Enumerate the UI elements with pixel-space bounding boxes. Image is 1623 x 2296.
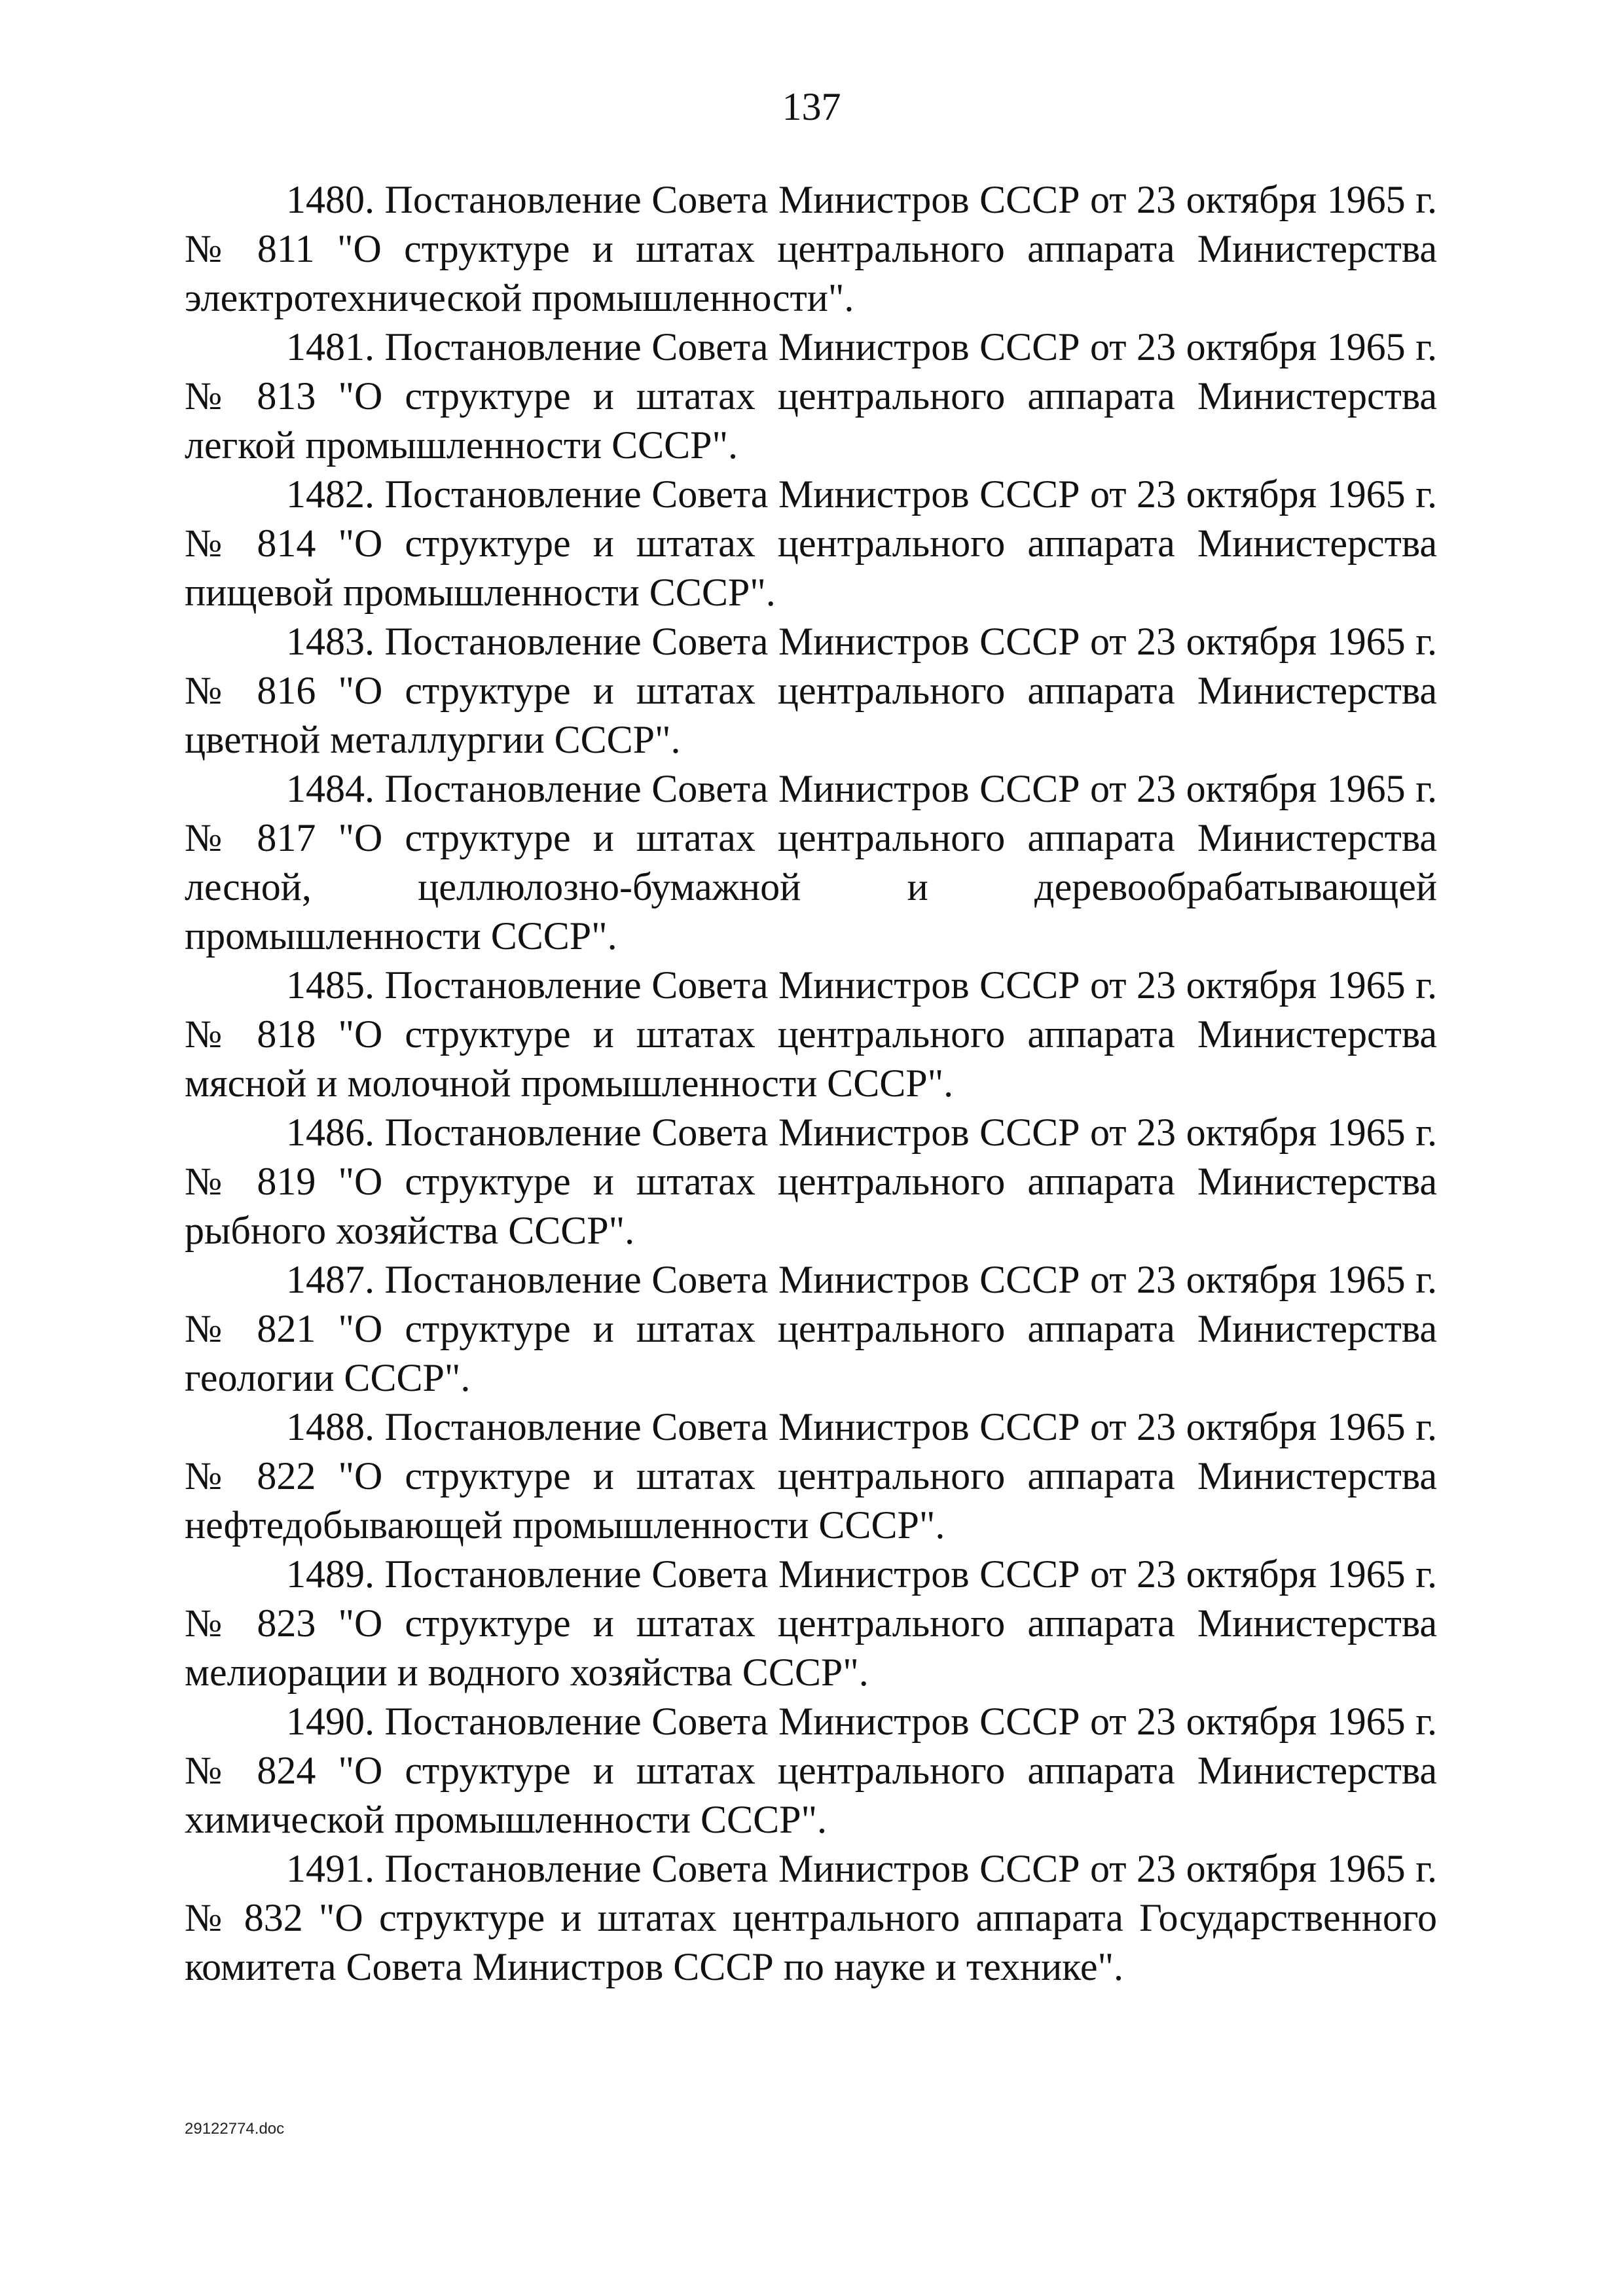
entry-number: 1480. xyxy=(286,178,374,221)
entry-text: Постановление Совета Министров СССР от 23 октября 1965 г. № 818 "О структуре и штатах центрального аппарата Министерства мясной и молочной промышленности СССР". xyxy=(185,963,1438,1105)
list-item xyxy=(185,1550,1437,1697)
entries-list xyxy=(185,175,1437,1992)
entry-text: Постановление Совета Министров СССР от 23 октября 1965 г. № 823 "О структуре и штатах центрального аппарата Министерства мелиорации и водного хозяйства СССР". xyxy=(185,1552,1438,1694)
list-item xyxy=(185,323,1437,470)
list-item xyxy=(185,617,1437,764)
entry-text: Постановление Совета Министров СССР от 23 октября 1965 г. № 819 "О структуре и штатах центрального аппарата Министерства рыбного хозяйства СССР". xyxy=(185,1111,1438,1252)
entry-number: 1483. xyxy=(286,620,374,663)
entry-text: Постановление Совета Министров СССР от 23 октября 1965 г. № 811 "О структуре и штатах центрального аппарата Министерства электротехнической промышленности". xyxy=(185,178,1438,319)
entry-number: 1484. xyxy=(286,767,374,810)
list-item xyxy=(185,1108,1437,1255)
list-item xyxy=(185,961,1437,1108)
entry-number: 1489. xyxy=(286,1552,374,1596)
list-item xyxy=(185,1255,1437,1403)
footer-file-code: 29122774.doc xyxy=(185,2120,285,2138)
entry-number: 1485. xyxy=(286,963,374,1007)
entry-text: Постановление Совета Министров СССР от 23 октября 1965 г. № 817 "О структуре и штатах центрального аппарата Министерства лесной, целлюлозно-бумажной и деревообрабатывающей промышленности СССР". xyxy=(185,767,1438,958)
list-item xyxy=(185,470,1437,617)
entry-number: 1482. xyxy=(286,473,374,516)
entry-text: Постановление Совета Министров СССР от 23 октября 1965 г. № 822 "О структуре и штатах центрального аппарата Министерства нефтедобывающей промышленности СССР". xyxy=(185,1405,1438,1547)
list-item xyxy=(185,175,1437,323)
entry-text: Постановление Совета Министров СССР от 23 октября 1965 г. № 821 "О структуре и штатах центрального аппарата Министерства геологии СССР". xyxy=(185,1258,1438,1399)
entry-text: Постановление Совета Министров СССР от 23 октября 1965 г. № 816 "О структуре и штатах центрального аппарата Министерства цветной металлургии СССР". xyxy=(185,620,1438,761)
entry-number: 1481. xyxy=(286,325,374,368)
entry-text: Постановление Совета Министров СССР от 23 октября 1965 г. № 832 "О структуре и штатах центрального аппарата Государственного комитета Совета Министров СССР по науке и технике". xyxy=(185,1847,1438,1988)
entry-number: 1487. xyxy=(286,1258,374,1301)
list-item xyxy=(185,764,1437,961)
entry-text: Постановление Совета Министров СССР от 23 октября 1965 г. № 813 "О структуре и штатах центрального аппарата Министерства легкой промышленности СССР". xyxy=(185,325,1438,467)
entry-text: Постановление Совета Министров СССР от 23 октября 1965 г. № 814 "О структуре и штатах центрального аппарата Министерства пищевой промышленности СССР". xyxy=(185,473,1438,614)
entry-number: 1490. xyxy=(286,1700,374,1743)
entry-number: 1486. xyxy=(286,1111,374,1154)
page-number: 137 xyxy=(782,85,841,128)
entry-text: Постановление Совета Министров СССР от 23 октября 1965 г. № 824 "О структуре и штатах центрального аппарата Министерства химической промышленности СССР". xyxy=(185,1700,1438,1841)
list-item xyxy=(185,1844,1437,1992)
list-item xyxy=(185,1403,1437,1550)
list-item xyxy=(185,1697,1437,1844)
entry-number: 1488. xyxy=(286,1405,374,1448)
entry-number: 1491. xyxy=(286,1847,374,1890)
